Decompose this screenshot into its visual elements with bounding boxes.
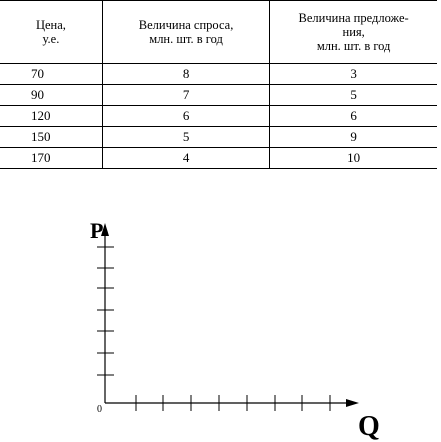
cell-price: 150 xyxy=(0,127,102,148)
cell-demand: 8 xyxy=(102,64,269,85)
cell-demand: 4 xyxy=(102,148,269,169)
cell-supply: 9 xyxy=(350,129,357,144)
cell-price: 90 xyxy=(0,85,102,106)
supply-demand-table-container xyxy=(0,0,437,169)
header-supply: Величина предложе- ния, млн. шт. в год xyxy=(298,11,409,53)
x-axis-arrow xyxy=(346,399,359,407)
cell-supply: 6 xyxy=(350,108,357,123)
cell-demand: 5 xyxy=(102,127,269,148)
cell-price: 120 xyxy=(0,106,102,127)
blank-graph xyxy=(90,218,430,442)
table-row xyxy=(0,106,437,127)
y-axis-label: P xyxy=(90,218,104,243)
cell-demand: 7 xyxy=(102,85,269,106)
graph-axes xyxy=(90,220,430,435)
header-price: Цена, у.е. xyxy=(0,1,102,64)
supply-demand-table xyxy=(0,0,437,169)
table-row xyxy=(0,127,437,148)
cell-price: 170 xyxy=(0,148,102,169)
cell-supply: 5 xyxy=(350,87,357,102)
header-demand: Величина спроса, млн. шт. в год xyxy=(102,1,269,64)
table-row xyxy=(0,148,437,169)
table-row xyxy=(0,64,437,85)
origin-label: 0 xyxy=(97,404,102,415)
cell-supply: 10 xyxy=(347,150,361,165)
x-axis-label: Q xyxy=(358,411,380,442)
table-header-row xyxy=(0,1,437,64)
cell-demand: 6 xyxy=(102,106,269,127)
table-row xyxy=(0,85,437,106)
cell-price: 70 xyxy=(0,64,102,85)
cell-supply: 3 xyxy=(350,66,357,81)
